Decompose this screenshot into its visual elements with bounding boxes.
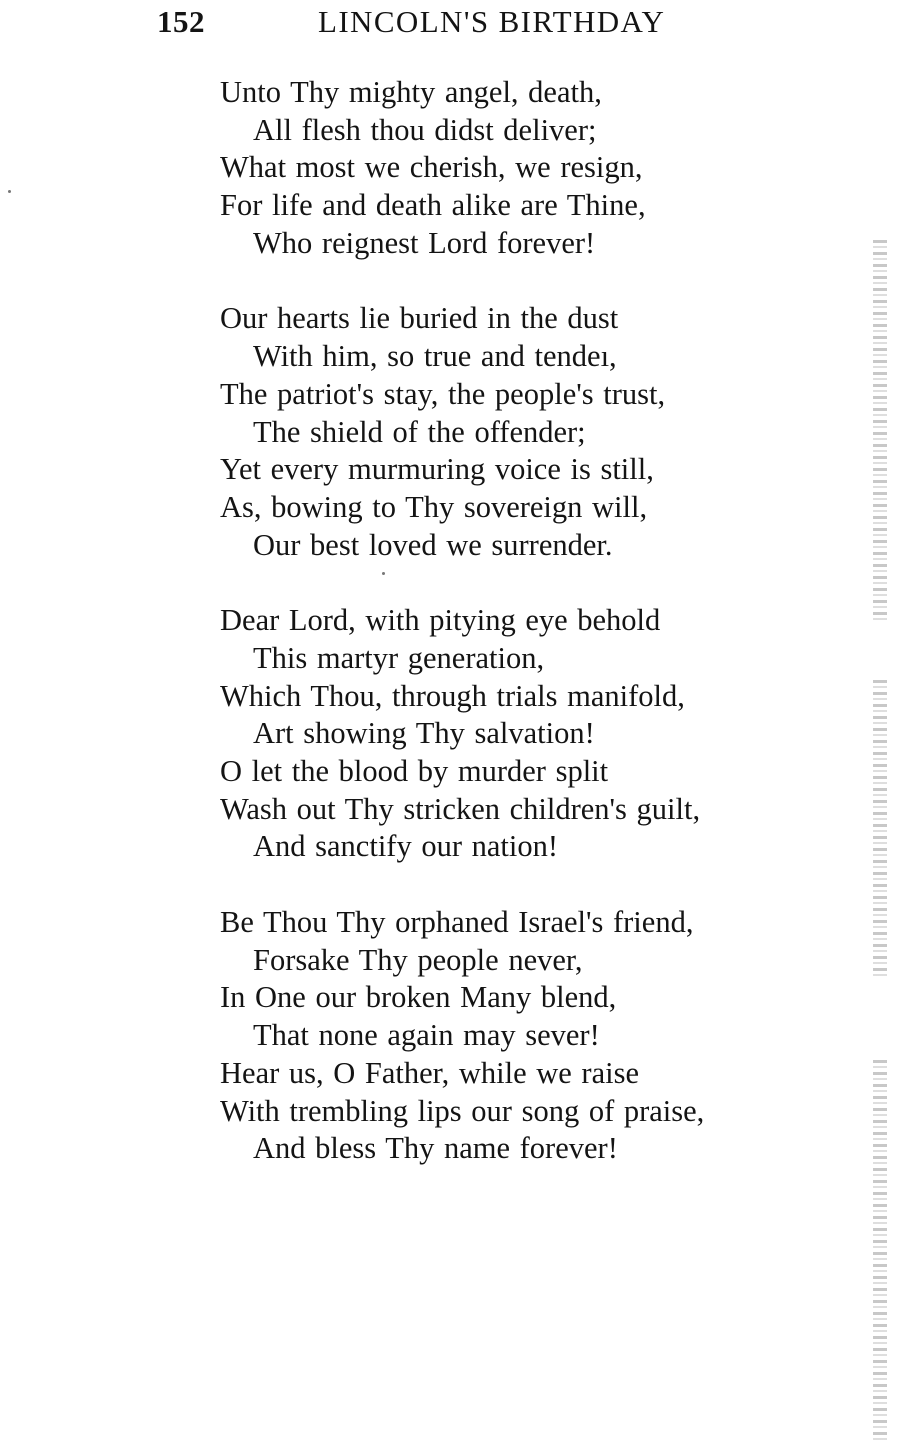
scan-gutter-mark-middle (873, 680, 887, 980)
poem-line: In One our broken Many blend, (220, 980, 617, 1015)
poem-line: This martyr generation, (253, 640, 545, 675)
stanza-2 (220, 300, 820, 564)
poem-line: Who reignest Lord forever! (253, 225, 596, 260)
poem-line: What most we cherish, we resign, (220, 150, 643, 185)
poem-line: For life and death alike are Thine, (220, 188, 646, 223)
poem-line: With trembling lips our song of praise, (220, 1093, 705, 1128)
poem-line: And sanctify our nation! (253, 829, 558, 864)
poem-line: All flesh thou didst deliver; (253, 112, 597, 147)
poem-line: O let the blood by murder split (220, 754, 609, 788)
poem-line: Which Thou, through trials manifold, (220, 678, 685, 713)
scan-speck (8, 190, 11, 193)
poem-line: Hear us, O Father, while we raise (220, 1055, 639, 1090)
scan-gutter-mark-upper (873, 240, 887, 620)
scan-gutter-mark-lower (873, 1060, 887, 1440)
poem-line: Art showing Thy salvation! (253, 716, 595, 751)
poem-line: Yet every murmuring voice is still, (220, 452, 654, 487)
poem-line: As, bowing to Thy sovereign will, (220, 489, 648, 524)
poem-line: Dear Lord, with pitying eye behold (220, 603, 661, 638)
poem-line: Our hearts lie buried in the dust (220, 301, 619, 336)
poem-line: Be Thou Thy orphaned Israel's friend, (220, 905, 694, 940)
scan-speck (382, 572, 385, 575)
stanza-3 (220, 602, 820, 866)
page-number: 152 (157, 4, 205, 39)
poem-line: Forsake Thy people never, (253, 942, 583, 977)
page-header (0, 0, 900, 50)
poem-line: The patriot's stay, the people's trust, (220, 376, 666, 411)
poem-line: Our best loved we surrender. (253, 527, 613, 562)
poem-line: With him, so true and tendeı, (253, 339, 617, 374)
poem (220, 74, 820, 1206)
stanza-4 (220, 904, 820, 1168)
poem-line: The shield of the offender; (253, 414, 586, 449)
poem-line: And bless Thy name forever! (253, 1131, 618, 1166)
stanza-1 (220, 74, 820, 262)
poem-line: Wash out Thy stricken children's guilt, (220, 791, 701, 826)
running-head: LINCOLN'S BIRTHDAY (318, 4, 666, 39)
poem-line: Unto Thy mighty angel, death, (220, 75, 602, 109)
poem-line: That none again may sever! (253, 1018, 600, 1053)
